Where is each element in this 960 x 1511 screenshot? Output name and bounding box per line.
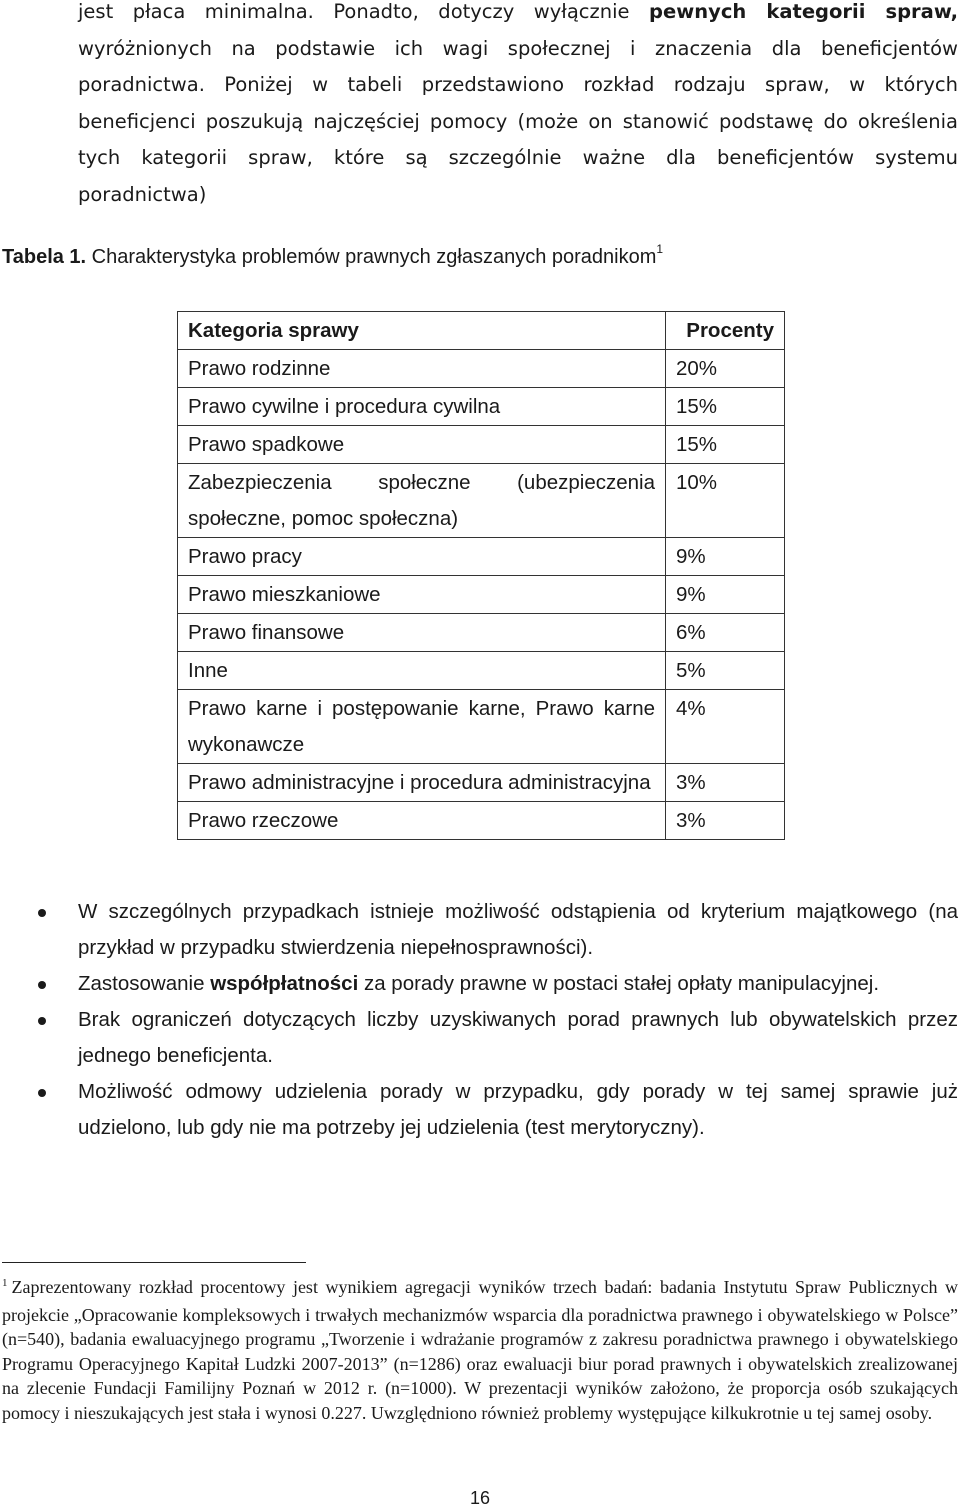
bullet-text-rest: za porady prawne w postaci stałej opłaty manipulacyjnej. (358, 972, 880, 995)
percent-cell: 4% (666, 690, 785, 764)
percent-cell: 9% (666, 538, 785, 576)
table-row (178, 350, 785, 388)
category-cell: Prawo finansowe (178, 614, 666, 652)
table-row (178, 802, 785, 840)
footnote-reference: 1 (656, 242, 664, 256)
category-cell: Prawo administracyjne i procedura administracyjna (178, 764, 666, 802)
footnote (2, 1275, 958, 1425)
category-cell: Prawo cywilne i procedura cywilna (178, 388, 666, 426)
table-row (178, 690, 785, 764)
table-row (178, 388, 785, 426)
footnote-text: Zaprezentowany rozkład procentowy jest wynikiem agregacji wyników trzech badań: badania Instytutu Spraw Publicznych w projekcie „Opracowanie kompleksowych i trwałych mechanizmów wsparcia dla poradnictwa prawnego i obywatelskiego w Polsce” (n=540), badania ewaluacyjnego programu „Tworzenie i wdrażanie programów z zakresu poradnictwa prawnego i obywatelskiego Programu Operacyjnego Kapitał Ludzki 2007-2013” (n=1286) oraz ewaluacji biur porad prawnych i obywatelskich zrealizowanej na zlecenie Fundacji Familijny Poznań w 2012 r. (n=1000). W prezentacji wyników założono, że proporcja osób szukających pomocy i nieszukających jest stała i wynosi 0.227. Uwzględniono również problemy występujące kilkukrotnie u tej samej osoby. (2, 1277, 958, 1423)
category-cell: Prawo mieszkaniowe (178, 576, 666, 614)
intro-text-rest: wyróżnionych na podstawie ich wagi społecznej i znaczenia dla beneficjentów poradnictwa. Poniżej w tabeli przedstawiono rozkład rodzaju spraw, w których beneficjenci poszukują najczęściej pomocy (może on stanowić podstawę do określenia tych kategorii spraw, które są szczególnie ważne dla beneficjentów systemu poradnictwa) (78, 36, 958, 206)
category-cell: Prawo karne i postępowanie karne, Prawo karne wykonawcze (178, 690, 666, 764)
category-cell: Prawo rzeczowe (178, 802, 666, 840)
footnote-marker: 1 (2, 1277, 8, 1289)
bullet-text: Możliwość odmowy udzielenia porady w przypadku, gdy porady w tej samej sprawie już udzielono, lub gdy nie ma potrzeby jej udzielenia (test merytoryczny). (78, 1080, 958, 1139)
percent-cell: 15% (666, 388, 785, 426)
bullet-bold-term: współpłatności (210, 972, 359, 995)
table-row (178, 764, 785, 802)
bullet-icon (38, 909, 46, 917)
category-cell: Prawo spadkowe (178, 426, 666, 464)
percent-cell: 20% (666, 350, 785, 388)
legal-problems-table (177, 311, 785, 840)
list-item (38, 894, 958, 966)
bullet-icon (38, 1017, 46, 1025)
table-row (178, 538, 785, 576)
category-cell: Prawo rodzinne (178, 350, 666, 388)
table-header-row (178, 312, 785, 350)
percent-cell: 3% (666, 764, 785, 802)
list-item (38, 1002, 958, 1074)
criteria-bullet-list (38, 894, 958, 1146)
percent-cell: 6% (666, 614, 785, 652)
percent-cell: 9% (666, 576, 785, 614)
table-row (178, 652, 785, 690)
intro-bold-phrase: pewnych kategorii spraw, (649, 0, 958, 23)
bullet-icon (38, 1089, 46, 1097)
intro-paragraph (78, 0, 958, 213)
bullet-icon (38, 981, 46, 989)
header-category: Kategoria sprawy (178, 312, 666, 350)
intro-text-start: jest płaca minimalna. Ponadto, dotyczy wyłącznie (78, 0, 650, 23)
table-caption-label: Tabela 1. (2, 246, 87, 268)
page-number: 16 (469, 1488, 491, 1508)
list-item (38, 1074, 958, 1146)
percent-cell: 5% (666, 652, 785, 690)
category-cell: Prawo pracy (178, 538, 666, 576)
bullet-text: Brak ograniczeń dotyczących liczby uzyskiwanych porad prawnych lub obywatelskich przez jednego beneficjenta. (78, 1008, 958, 1067)
category-cell: Zabezpieczenia społeczne (ubezpieczenia społeczne, pomoc społeczna) (178, 464, 666, 538)
header-percent: Procenty (666, 312, 785, 350)
table-row (178, 614, 785, 652)
bullet-text: Zastosowanie (78, 972, 211, 995)
bullet-text: W szczególnych przypadkach istnieje możliwość odstąpienia od kryterium majątkowego (na przykład w przypadku stwierdzenia niepełnosprawności). (78, 900, 958, 959)
percent-cell: 3% (666, 802, 785, 840)
table-caption (2, 242, 663, 274)
percent-cell: 15% (666, 426, 785, 464)
percent-cell: 10% (666, 464, 785, 538)
table-row (178, 426, 785, 464)
table-row (178, 464, 785, 538)
footnote-divider (2, 1262, 306, 1263)
category-cell: Inne (178, 652, 666, 690)
table-caption-text: Charakterystyka problemów prawnych zgłaszanych poradnikom (86, 246, 657, 268)
table-row (178, 576, 785, 614)
list-item (38, 966, 958, 1002)
